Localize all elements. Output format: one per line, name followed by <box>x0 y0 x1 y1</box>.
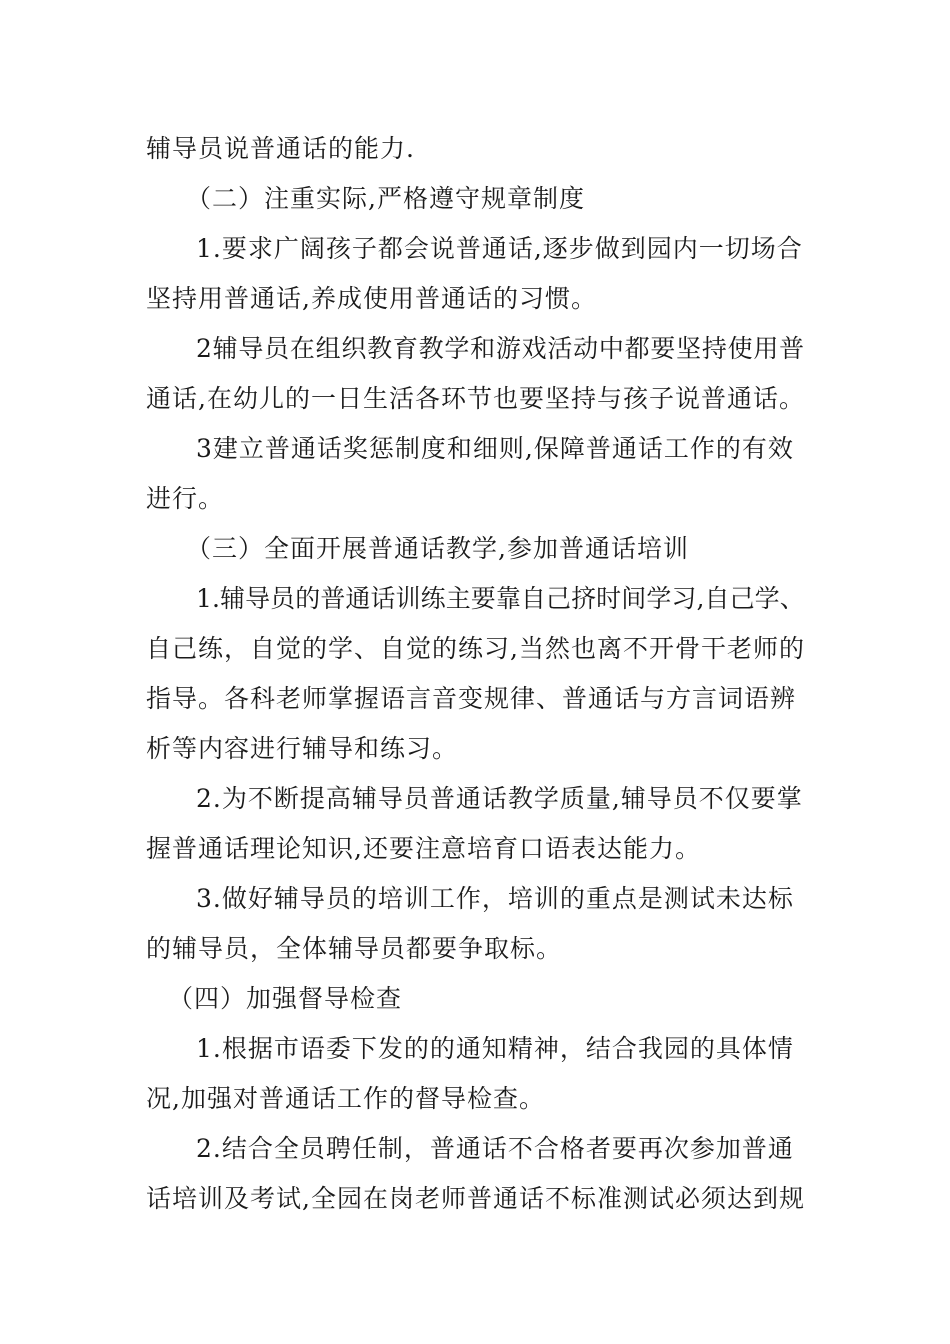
text-line: 进行。 <box>146 484 225 513</box>
section-heading-3: （三）全面开展普通话教学,参加普通话培训 <box>186 534 689 563</box>
section-heading-2: （二）注重实际,严格遵守规章制度 <box>186 184 585 213</box>
text-line: 辅导员说普通话的能力. <box>146 134 415 163</box>
text-line: 2.结合全员聘任制，普通话不合格者要再次参加普通 <box>196 1134 794 1163</box>
text-line: 1.辅导员的普通话训练主要靠自己挤时间学习,自己学、 <box>196 584 805 613</box>
text-line: 握普通话理论知识,还要注意培育口语表达能力。 <box>146 834 701 863</box>
text-line: 指导。各科老师掌握语言音变规律、普通话与方言词语辨 <box>146 684 797 713</box>
text-line: 坚持用普通话,养成使用普通话的习惯。 <box>146 284 597 313</box>
text-line: 通话,在幼儿的一日生活各环节也要坚持与孩子说普通话。 <box>146 384 805 413</box>
text-line: 析等内容进行辅导和练习。 <box>146 734 459 763</box>
text-line: 自己练，自觉的学、自觉的练习,当然也离不开骨干老师的 <box>146 634 805 663</box>
text-line: 1.要求广阔孩子都会说普通话,逐步做到园内一切场合 <box>196 234 803 263</box>
text-line: 1.根据市语委下发的的通知精神，结合我园的具体情 <box>196 1034 794 1063</box>
text-line: 2辅导员在组织教育教学和游戏活动中都要坚持使用普 <box>196 334 805 363</box>
text-line: 2.为不断提高辅导员普通话教学质量,辅导员不仅要掌 <box>196 784 803 813</box>
text-line: 3建立普通话奖惩制度和细则,保障普通话工作的有效 <box>196 434 794 463</box>
text-line: 的辅导员，全体辅导员都要争取标。 <box>146 934 563 963</box>
text-line: 话培训及考试,全园在岗老师普通话不标准测试必须达到规 <box>146 1184 805 1213</box>
text-line: 3.做好辅导员的培训工作，培训的重点是测试未达标 <box>196 884 794 913</box>
text-line: 况,加强对普通话工作的督导检查。 <box>146 1084 545 1113</box>
section-heading-4: （四）加强督导检查 <box>168 984 403 1013</box>
